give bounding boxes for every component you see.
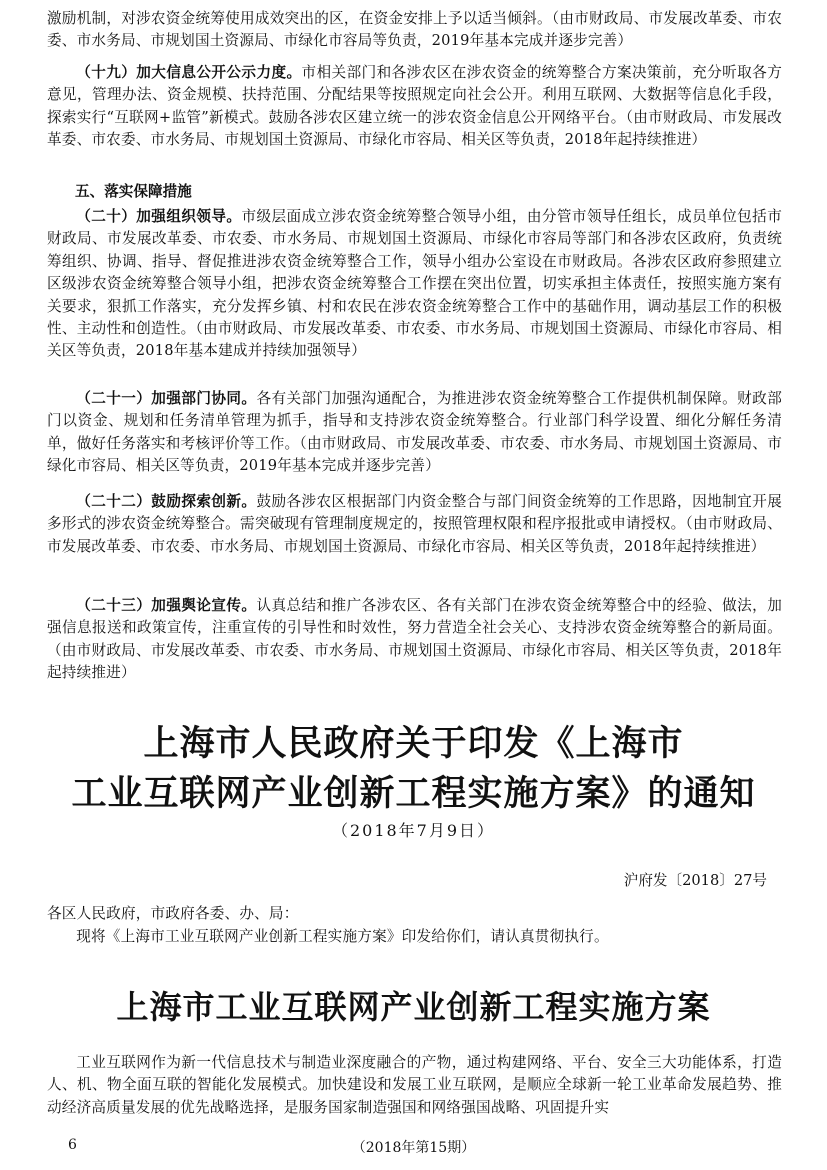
item-21 [47, 388, 782, 478]
item-22-lead: （二十二）鼓励探索创新。 [76, 493, 257, 510]
plan-intro: 工业互联网作为新一代信息技术与制造业深度融合的产物，通过构建网络、平台、安全三大功能体系，打造人、机、物全面互联的智能化发展模式。加快建设和发展工业互联网，是顺应全球新一轮工业革命发展趋势、推动经济高质量发展的优先战略选择，是服务国家制造强国和网络强国战略、巩固提升实 [47, 1054, 782, 1116]
notice-date: （2018年7月9日） [331, 821, 496, 840]
notice-body: 现将《上海市工业互联网产业创新工程实施方案》印发给你们，请认真贯彻执行。 [76, 928, 609, 945]
item-20 [47, 206, 782, 363]
issue-label: （2018年第15期） [351, 1140, 476, 1156]
document-number: 沪府发〔2018〕27号 [623, 872, 767, 889]
page-number: 6 [68, 1137, 77, 1153]
item-20-body: 市级层面成立涉农资金统筹整合领导小组，由分管市领导任组长，成员单位包括市财政局、市发展改革委、市农委、市水务局、市规划国土资源局、市绿化市容局等部门和各涉农区政府，负责统筹组织、协调、指导、督促推进涉农资金统筹整合工作，领导小组办公室设在市财政局。各涉农区政府参照建立区级涉农资金统筹整合领导小组，把涉农资金统筹整合工作摆在突出位置，切实承担主体责任，按照实施方案有关要求，狠抓工作落实，充分发挥乡镇、村和农民在涉农资金统筹整合工作中的基础作用，调动基层工作的积极性、主动性和创造性。（由市财政局、市发展改革委、市农委、市水务局、市规划国土资源局、市绿化市容局、相关区等负责，2018年基本建成并持续加强领导） [47, 208, 782, 360]
notice-title-line-1: 上海市人民政府关于印发《上海市 [143, 724, 684, 764]
item-21-body: 各有关部门加强沟通配合，为推进涉农资金统筹整合工作提供机制保障。财政部门以资金、规划和任务清单管理为抓手，指导和支持涉农资金统筹整合。行业部门科学设置、细化分解任务清单，做好任务落实和考核评价等工作。（由市财政局、市发展改革委、市农委、市水务局、市规划国土资源局、市绿化市容局、相关区等负责，2019年基本完成并逐步完善） [47, 390, 782, 475]
item-23-lead: （二十三）加强舆论宣传。 [76, 597, 257, 614]
item-23-body: 认真总结和推广各涉农区、各有关部门在涉农资金统筹整合中的经验、做法，加强信息报送和政策宣传，注重宣传的引导性和时效性，努力营造全社会关心、支持涉农资金统筹整合的新局面。（由市财政局、市发展改革委、市农委、市水务局、市规划国土资源局、市绿化市容局、相关区等负责，2018年起持续推进） [47, 597, 782, 682]
addressee: 各区人民政府，市政府各委、办、局： [47, 905, 299, 922]
item-21-lead: （二十一）加强部门协同。 [76, 390, 257, 407]
item-19-lead: （十九）加大信息公开公示力度。 [76, 64, 302, 81]
item-20-lead: （二十）加强组织领导。 [76, 208, 242, 225]
item-23 [47, 595, 782, 685]
top-paragraph: 激励机制，对涉农资金统筹使用成效突出的区，在资金安排上予以适当倾斜。（由市财政局、市发展改革委、市农委、市水务局、市规划国土资源局、市绿化市容局等负责，2019年基本完成并逐步完善） [47, 10, 782, 50]
item-22-body: 鼓励各涉农区根据部门内资金整合与部门间资金统筹的工作思路，因地制宜开展多形式的涉农资金统筹整合。需突破现有管理制度规定的，按照管理权限和程序报批或申请授权。（由市财政局、市发展改革委、市农委、市水务局、市规划国土资源局、市绿化市容局、相关区等负责，2018年起持续推进） [47, 493, 782, 555]
plan-title: 上海市工业互联网产业创新工程实施方案 [116, 988, 711, 1026]
item-19-body: 市相关部门和各涉农区在涉农资金的统筹整合方案决策前，充分听取各方意见，管理办法、资金规模、扶持范围、分配结果等按照规定向社会公开。利用互联网、大数据等信息化手段，探索实行“互联网+监管”新模式。鼓励各涉农区建立统一的涉农资金信息公开网络平台。（由市财政局、市发展改革委、市农委、市水务局、市规划国土资源局、市绿化市容局、相关区等负责，2018年起持续推进） [47, 64, 782, 149]
section-5-heading: 五、落实保障措施 [75, 183, 192, 200]
item-22 [47, 491, 782, 558]
notice-title-line-2: 工业互联网产业创新工程实施方案》的通知 [71, 774, 756, 814]
item-19 [47, 62, 782, 152]
